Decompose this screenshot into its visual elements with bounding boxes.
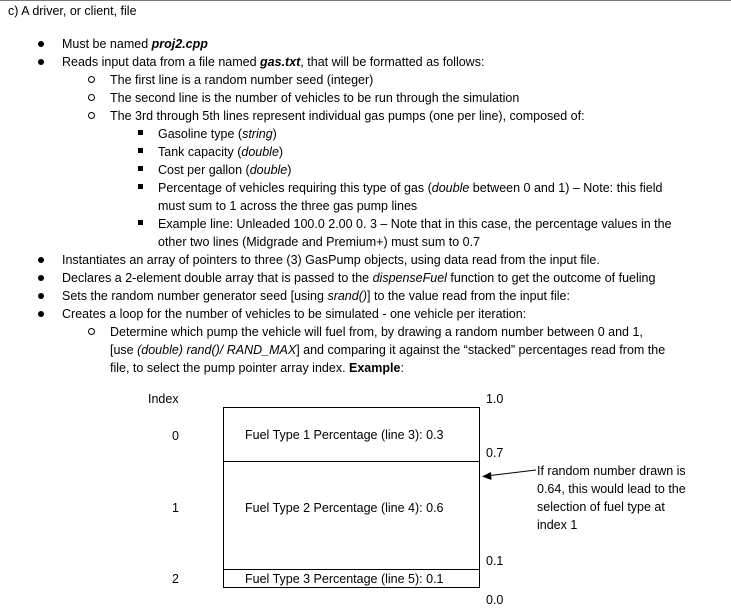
- item-seed: Sets the random number generator seed [using srand()] to the value read from the input file:: [62, 289, 570, 303]
- bullet-icon: [88, 76, 95, 83]
- stack-divider: [223, 461, 480, 462]
- bullet-icon: [38, 275, 44, 281]
- field-gas-type: Gasoline type (string): [158, 127, 277, 141]
- item-declares: Declares a 2-element double array that is passed to the dispenseFuel function to get the outcome of fueling: [62, 271, 656, 285]
- example-line-cont: other two lines (Midgrade and Premium+) must sum to 0.7: [158, 235, 481, 249]
- item-name-file: Must be named proj2.cpp: [62, 37, 208, 51]
- bullet-icon: [88, 328, 95, 335]
- bullet-icon: [138, 184, 143, 189]
- annotation-line: selection of fuel type at: [537, 500, 665, 514]
- section-heading: c) A driver, or client, file: [8, 4, 137, 18]
- bullet-icon: [88, 112, 95, 119]
- bullet-icon: [38, 41, 44, 47]
- arrow-icon: [480, 466, 540, 486]
- bullet-icon: [138, 166, 143, 171]
- bullet-icon: [138, 220, 143, 225]
- loop-step-1: Determine which pump the vehicle will fuel from, by drawing a random number between 0 and 1,: [110, 325, 643, 339]
- annotation-line: 0.64, this would lead to the: [537, 482, 686, 496]
- index-label: 1: [172, 501, 179, 515]
- scale-label: 0.1: [486, 554, 504, 568]
- bullet-icon: [38, 59, 44, 65]
- item-reads-input: Reads input data from a file named gas.txt, that will be formatted as follows:: [62, 55, 485, 69]
- bullet-icon: [138, 148, 143, 153]
- scale-label: 1.0: [486, 392, 504, 406]
- loop-step-3: file, to select the pump pointer array index. Example:: [110, 361, 404, 375]
- annotation-line: If random number drawn is: [537, 464, 686, 478]
- bullet-icon: [38, 293, 44, 299]
- index-label: 0: [172, 429, 179, 443]
- index-label: 2: [172, 572, 179, 586]
- bullet-icon: [88, 94, 95, 101]
- bullet-icon: [38, 257, 44, 263]
- fuel-type-3-segment: Fuel Type 3 Percentage (line 5): 0.1: [245, 572, 444, 586]
- field-percentage-cont: must sum to 1 across the three gas pump lines: [158, 199, 418, 213]
- top-border: [0, 0, 731, 1]
- sub-item-seed: The first line is a random number seed (integer): [110, 73, 374, 87]
- bullet-icon: [138, 130, 143, 135]
- field-percentage: Percentage of vehicles requiring this type of gas (double between 0 and 1) – Note: this field: [158, 181, 663, 195]
- fuel-type-2-segment: Fuel Type 2 Percentage (line 4): 0.6: [245, 501, 444, 515]
- item-loop: Creates a loop for the number of vehicles to be simulated - one vehicle per iteration:: [62, 307, 527, 321]
- field-cost: Cost per gallon (double): [158, 163, 292, 177]
- bullet-icon: [38, 311, 44, 317]
- index-header: Index: [148, 392, 179, 406]
- field-tank-capacity: Tank capacity (double): [158, 145, 284, 159]
- scale-label: 0.7: [486, 446, 504, 460]
- sub-item-vehicles: The second line is the number of vehicles to be run through the simulation: [110, 91, 520, 105]
- scale-label: 0.0: [486, 593, 504, 607]
- stack-divider: [223, 569, 480, 570]
- fuel-type-1-segment: Fuel Type 1 Percentage (line 3): 0.3: [245, 428, 444, 442]
- example-line: Example line: Unleaded 100.0 2.00 0. 3 – Note that in this case, the percentage values in the: [158, 217, 672, 231]
- sub-item-pumps: The 3rd through 5th lines represent individual gas pumps (one per line), composed of:: [110, 109, 585, 123]
- annotation-line: index 1: [537, 518, 578, 532]
- item-instantiates: Instantiates an array of pointers to three (3) GasPump objects, using data read from the input file.: [62, 253, 600, 267]
- loop-step-2: [use (double) rand()/ RAND_MAX] and comparing it against the “stacked” percentages read from the: [110, 343, 666, 357]
